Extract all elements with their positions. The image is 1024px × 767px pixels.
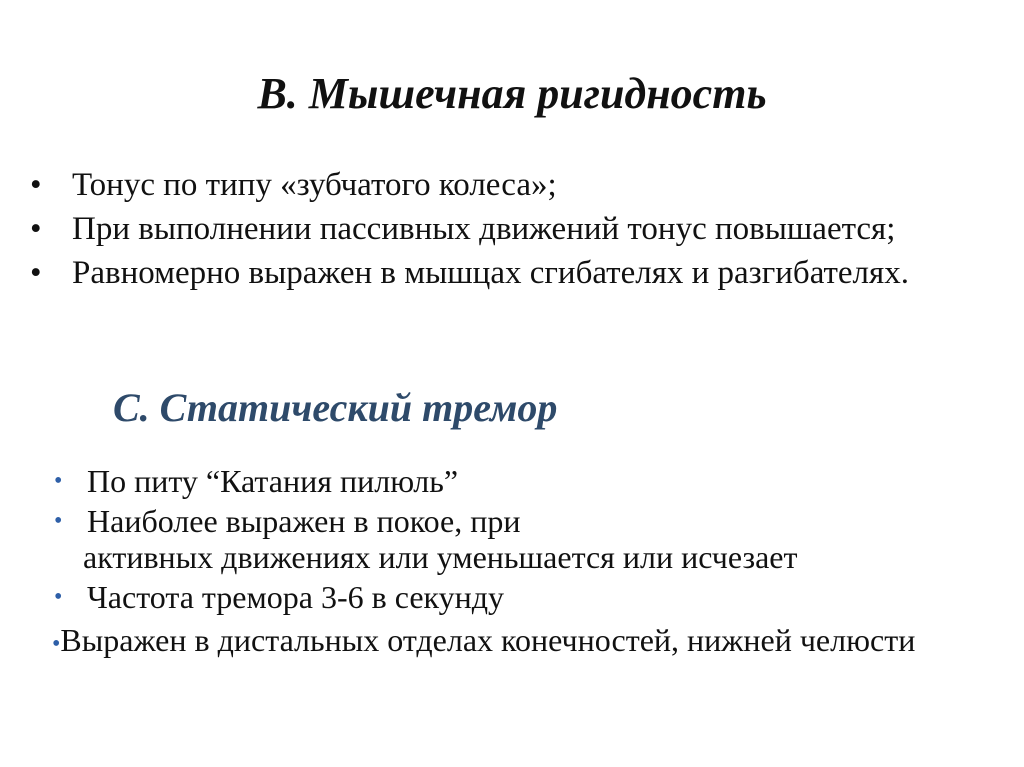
- bullet-icon: •: [54, 508, 63, 534]
- list-item-text: Тонус по типу «зубчатого колеса»;: [72, 167, 557, 203]
- list-item-last: [52, 624, 1014, 660]
- list-item: [30, 212, 982, 246]
- list-item-text: Наиболее выражен в покое, при: [87, 503, 521, 539]
- section-c-title: С. Статический тремор: [113, 385, 558, 430]
- list-item-continuation: активных движениях или уменьшается или исчезает: [83, 539, 798, 575]
- bullet-icon: •: [30, 211, 42, 247]
- section-c-list: [50, 463, 1010, 619]
- bullet-icon: •: [30, 255, 42, 291]
- bullet-icon: •: [52, 631, 61, 657]
- bullet-icon: •: [54, 468, 63, 494]
- list-item-text: Равномерно выражен в мышцах сгибателях и разгибателях.: [72, 255, 909, 291]
- list-item-text: Частота тремора 3-6 в секунду: [87, 579, 505, 615]
- list-item: [30, 256, 982, 290]
- bullet-icon: •: [30, 167, 42, 203]
- list-item: [30, 168, 982, 202]
- list-item: [50, 463, 1010, 499]
- bullet-icon: •: [54, 584, 63, 610]
- list-item: [50, 503, 1010, 575]
- section-b-title: В. Мышечная ригидность: [257, 69, 767, 118]
- list-item-text: По питу “Катания пилюль”: [87, 463, 459, 499]
- list-item-text: При выполнении пассивных движений тонус повышается;: [72, 211, 896, 247]
- list-item: [50, 579, 1010, 615]
- section-b-list: [30, 168, 982, 300]
- list-item-text: Выражен в дистальных отделах конечностей, нижней челюсти: [60, 622, 916, 658]
